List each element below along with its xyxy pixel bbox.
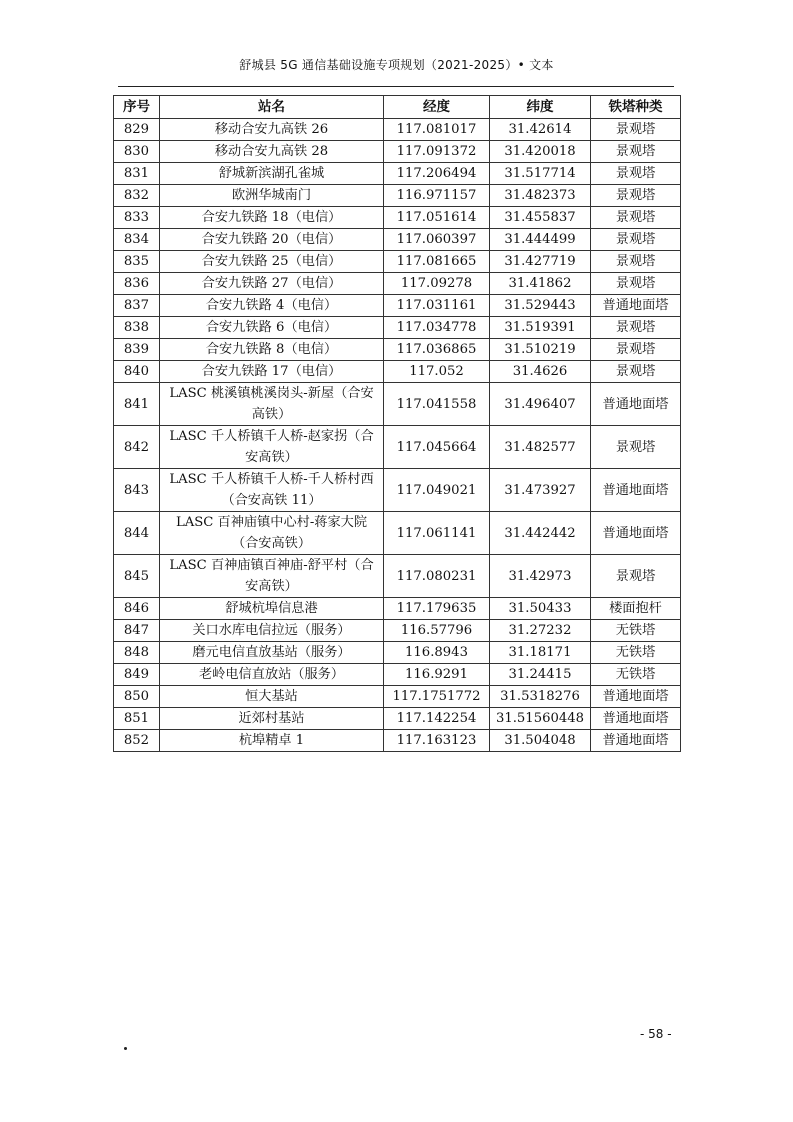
column-header-id: 序号 (114, 96, 160, 119)
cell-tower-type: 普通地面塔 (591, 730, 681, 752)
table-row (114, 512, 681, 555)
cell-longitude: 117.051614 (384, 207, 490, 229)
cell-name: 恒大基站 (160, 686, 384, 708)
table-row (114, 730, 681, 752)
cell-latitude: 31.27232 (490, 620, 591, 642)
cell-longitude: 117.163123 (384, 730, 490, 752)
table-row (114, 163, 681, 185)
table-row (114, 295, 681, 317)
cell-longitude: 117.052 (384, 361, 490, 383)
cell-id: 845 (114, 555, 160, 598)
table-row (114, 664, 681, 686)
cell-latitude: 31.473927 (490, 469, 591, 512)
table-row (114, 185, 681, 207)
table-row (114, 339, 681, 361)
cell-id: 841 (114, 383, 160, 426)
cell-latitude: 31.504048 (490, 730, 591, 752)
cell-tower-type: 普通地面塔 (591, 383, 681, 426)
cell-name: 近郊村基站 (160, 708, 384, 730)
cell-longitude: 117.034778 (384, 317, 490, 339)
cell-latitude: 31.442442 (490, 512, 591, 555)
cell-id: 830 (114, 141, 160, 163)
table-row (114, 207, 681, 229)
cell-tower-type: 无铁塔 (591, 620, 681, 642)
table-row (114, 273, 681, 295)
cell-id: 852 (114, 730, 160, 752)
header-divider (118, 86, 674, 87)
cell-longitude: 117.060397 (384, 229, 490, 251)
cell-name: 合安九铁路 6（电信） (160, 317, 384, 339)
table-row (114, 251, 681, 273)
table-row (114, 361, 681, 383)
cell-name: 合安九铁路 18（电信） (160, 207, 384, 229)
cell-tower-type: 景观塔 (591, 361, 681, 383)
cell-longitude: 117.09278 (384, 273, 490, 295)
cell-latitude: 31.51560448 (490, 708, 591, 730)
cell-name: 合安九铁路 17（电信） (160, 361, 384, 383)
cell-name: LASC 桃溪镇桃溪岗头-新屋（合安高铁） (160, 383, 384, 426)
cell-latitude: 31.42973 (490, 555, 591, 598)
cell-latitude: 31.455837 (490, 207, 591, 229)
cell-latitude: 31.496407 (490, 383, 591, 426)
cell-tower-type: 景观塔 (591, 339, 681, 361)
table-row (114, 383, 681, 426)
cell-id: 851 (114, 708, 160, 730)
cell-id: 850 (114, 686, 160, 708)
cell-id: 833 (114, 207, 160, 229)
cell-longitude: 117.091372 (384, 141, 490, 163)
cell-id: 839 (114, 339, 160, 361)
cell-latitude: 31.444499 (490, 229, 591, 251)
cell-tower-type: 景观塔 (591, 273, 681, 295)
cell-id: 843 (114, 469, 160, 512)
cell-name: 舒城杭埠信息港 (160, 598, 384, 620)
cell-longitude: 117.206494 (384, 163, 490, 185)
cell-id: 829 (114, 119, 160, 141)
page-number: - 58 - (640, 1027, 672, 1041)
table-row (114, 555, 681, 598)
cell-longitude: 117.049021 (384, 469, 490, 512)
cell-id: 835 (114, 251, 160, 273)
cell-latitude: 31.510219 (490, 339, 591, 361)
cell-tower-type: 景观塔 (591, 207, 681, 229)
cell-latitude: 31.41862 (490, 273, 591, 295)
cell-latitude: 31.427719 (490, 251, 591, 273)
cell-id: 849 (114, 664, 160, 686)
cell-name: LASC 百神庙镇中心村-蒋家大院（合安高铁） (160, 512, 384, 555)
cell-tower-type: 景观塔 (591, 229, 681, 251)
cell-latitude: 31.519391 (490, 317, 591, 339)
cell-longitude: 116.971157 (384, 185, 490, 207)
cell-tower-type: 普通地面塔 (591, 708, 681, 730)
cell-tower-type: 景观塔 (591, 185, 681, 207)
cell-longitude: 117.1751772 (384, 686, 490, 708)
cell-tower-type: 景观塔 (591, 141, 681, 163)
cell-name: LASC 百神庙镇百神庙-舒平村（合安高铁） (160, 555, 384, 598)
table-row (114, 598, 681, 620)
cell-latitude: 31.5318276 (490, 686, 591, 708)
cell-tower-type: 景观塔 (591, 426, 681, 469)
cell-name: 舒城新滨湖孔雀城 (160, 163, 384, 185)
cell-latitude: 31.482373 (490, 185, 591, 207)
cell-latitude: 31.529443 (490, 295, 591, 317)
cell-name: LASC 千人桥镇千人桥-千人桥村西（合安高铁 11） (160, 469, 384, 512)
cell-name: 合安九铁路 27（电信） (160, 273, 384, 295)
cell-name: 合安九铁路 20（电信） (160, 229, 384, 251)
cell-longitude: 117.142254 (384, 708, 490, 730)
cell-id: 832 (114, 185, 160, 207)
table-row (114, 708, 681, 730)
cell-id: 847 (114, 620, 160, 642)
cell-tower-type: 普通地面塔 (591, 469, 681, 512)
cell-latitude: 31.517714 (490, 163, 591, 185)
cell-tower-type: 普通地面塔 (591, 295, 681, 317)
table-header-row (114, 96, 681, 119)
cell-id: 848 (114, 642, 160, 664)
cell-latitude: 31.24415 (490, 664, 591, 686)
cell-name: LASC 千人桥镇千人桥-赵家拐（合安高铁） (160, 426, 384, 469)
cell-id: 842 (114, 426, 160, 469)
cell-name: 杭埠精卓 1 (160, 730, 384, 752)
cell-longitude: 117.036865 (384, 339, 490, 361)
cell-id: 834 (114, 229, 160, 251)
cell-tower-type: 景观塔 (591, 119, 681, 141)
cell-name: 合安九铁路 4（电信） (160, 295, 384, 317)
cell-name: 移动合安九高铁 28 (160, 141, 384, 163)
table-row (114, 141, 681, 163)
cell-longitude: 116.9291 (384, 664, 490, 686)
cell-tower-type: 景观塔 (591, 317, 681, 339)
cell-tower-type: 景观塔 (591, 163, 681, 185)
cell-latitude: 31.42614 (490, 119, 591, 141)
cell-longitude: 116.8943 (384, 642, 490, 664)
cell-name: 老岭电信直放站（服务） (160, 664, 384, 686)
cell-tower-type: 无铁塔 (591, 642, 681, 664)
cell-latitude: 31.4626 (490, 361, 591, 383)
cell-tower-type: 普通地面塔 (591, 686, 681, 708)
cell-name: 关口水库电信拉远（服务） (160, 620, 384, 642)
cell-longitude: 117.045664 (384, 426, 490, 469)
document-header-title: 舒城县 5G 通信基础设施专项规划（2021-2025）• 文本 (239, 58, 554, 72)
cell-latitude: 31.420018 (490, 141, 591, 163)
table-row (114, 119, 681, 141)
cell-latitude: 31.482577 (490, 426, 591, 469)
cell-name: 欧洲华城南门 (160, 185, 384, 207)
cell-tower-type: 无铁塔 (591, 664, 681, 686)
footer-dot (124, 1047, 127, 1050)
tower-stations-table (113, 95, 681, 752)
cell-id: 838 (114, 317, 160, 339)
table-row (114, 469, 681, 512)
column-header-latitude: 纬度 (490, 96, 591, 119)
cell-longitude: 117.031161 (384, 295, 490, 317)
cell-id: 831 (114, 163, 160, 185)
cell-tower-type: 景观塔 (591, 555, 681, 598)
cell-latitude: 31.50433 (490, 598, 591, 620)
cell-name: 合安九铁路 25（电信） (160, 251, 384, 273)
cell-latitude: 31.18171 (490, 642, 591, 664)
table-row (114, 229, 681, 251)
cell-longitude: 117.081017 (384, 119, 490, 141)
table-row (114, 686, 681, 708)
table-row (114, 620, 681, 642)
cell-longitude: 117.041558 (384, 383, 490, 426)
table-row (114, 317, 681, 339)
cell-longitude: 116.57796 (384, 620, 490, 642)
cell-tower-type: 景观塔 (591, 251, 681, 273)
table-body (114, 119, 681, 752)
cell-longitude: 117.179635 (384, 598, 490, 620)
table-row (114, 642, 681, 664)
cell-name: 移动合安九高铁 26 (160, 119, 384, 141)
cell-tower-type: 普通地面塔 (591, 512, 681, 555)
cell-longitude: 117.061141 (384, 512, 490, 555)
cell-id: 837 (114, 295, 160, 317)
cell-id: 846 (114, 598, 160, 620)
cell-longitude: 117.081665 (384, 251, 490, 273)
cell-id: 840 (114, 361, 160, 383)
cell-id: 844 (114, 512, 160, 555)
column-header-tower-type: 铁塔种类 (591, 96, 681, 119)
cell-id: 836 (114, 273, 160, 295)
column-header-name: 站名 (160, 96, 384, 119)
cell-longitude: 117.080231 (384, 555, 490, 598)
cell-name: 磨元电信直放基站（服务） (160, 642, 384, 664)
cell-name: 合安九铁路 8（电信） (160, 339, 384, 361)
table-row (114, 426, 681, 469)
column-header-longitude: 经度 (384, 96, 490, 119)
cell-tower-type: 楼面抱杆 (591, 598, 681, 620)
